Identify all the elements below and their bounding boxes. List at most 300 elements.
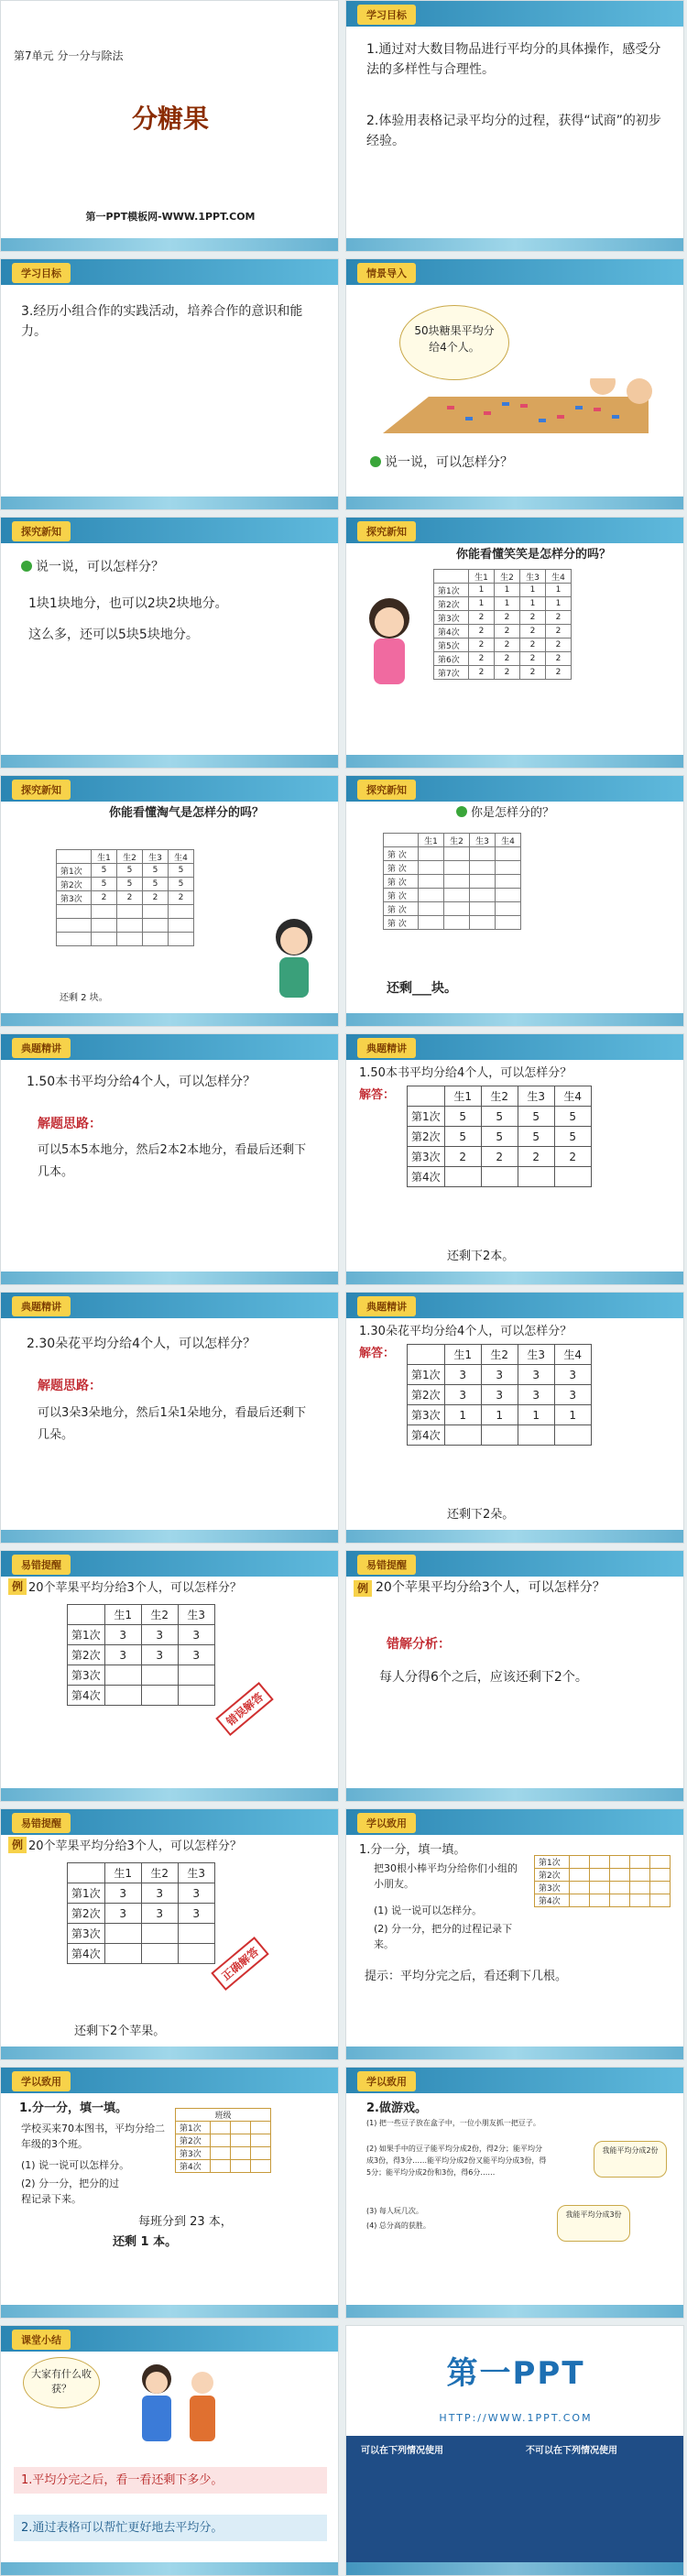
section-tag: 探究新知 xyxy=(12,780,71,800)
table-row xyxy=(434,652,572,666)
header-cell: 生3 xyxy=(178,1863,214,1883)
table-cell xyxy=(141,1944,178,1964)
table-cell: 2 xyxy=(546,625,572,639)
table-cell: 5 xyxy=(169,878,194,891)
table-cell: 第3次 xyxy=(535,1882,570,1894)
rule-2: (2) 如果手中的豆子能平均分成2份，得2分；能平均分成3份，得3分……能平均分成2份又能平均分成3份，得5分；能平均分成2份和3份，得6分…… xyxy=(366,2145,547,2177)
table-cell: 2 xyxy=(495,639,520,652)
header-bar xyxy=(346,1293,683,1318)
summary-point-2: 2.通过表格可以帮忙更好地去平均分。 xyxy=(14,2515,327,2541)
table-cell xyxy=(419,861,444,875)
blank-cell[interactable] xyxy=(570,1856,590,1869)
section-tag: 学习目标 xyxy=(12,263,71,283)
xiaoxiao-table xyxy=(433,569,572,680)
table-cell: 5 xyxy=(444,1127,481,1147)
blank-cell[interactable] xyxy=(610,1856,630,1869)
table-cell: 第4次 xyxy=(68,1686,105,1706)
table-cell: 5 xyxy=(518,1127,554,1147)
section-tag: 易错提醒 xyxy=(12,1555,71,1575)
table-cell: 第4次 xyxy=(434,625,469,639)
bullet-icon xyxy=(370,456,381,467)
slide-intro[interactable] xyxy=(345,258,684,510)
table-cell: 第1次 xyxy=(434,584,469,597)
table-cell: 2 xyxy=(469,666,495,680)
goal-3: 3.经历小组合作的实践活动，培养合作的意识和能力。 xyxy=(21,304,303,339)
table-cell: 5 xyxy=(554,1127,591,1147)
class-grid[interactable] xyxy=(175,2108,271,2173)
section-tag: 情景导入 xyxy=(357,263,416,283)
table-cell: 2 xyxy=(546,611,572,625)
table-cell: 第4次 xyxy=(68,1944,105,1964)
table-cell: 3 xyxy=(104,1645,141,1665)
table-cell: 3 xyxy=(141,1904,178,1924)
table-cell: 第2次 xyxy=(176,2134,211,2147)
table-cell: 5 xyxy=(92,864,117,878)
header-cell: 生3 xyxy=(470,834,496,847)
blank-cell[interactable] xyxy=(650,1869,671,1882)
table-cell: 3 xyxy=(554,1365,591,1385)
table-cell: 2 xyxy=(546,652,572,666)
blank-cell[interactable] xyxy=(590,1856,610,1869)
header-cell: 生4 xyxy=(496,834,521,847)
table-row xyxy=(384,916,521,930)
slide-example-1[interactable] xyxy=(0,1033,339,1285)
table-row xyxy=(68,1924,215,1944)
table-cell: 3 xyxy=(104,1625,141,1645)
slide-explore-3[interactable] xyxy=(0,775,339,1027)
blank-cell[interactable] xyxy=(630,1882,650,1894)
blank-cell[interactable] xyxy=(650,1856,671,1869)
table-cell: 5 xyxy=(117,878,143,891)
table-row xyxy=(384,875,521,889)
speech-bubble: 大家有什么收获？ xyxy=(23,2357,100,2408)
blank-cell[interactable] xyxy=(590,1869,610,1882)
slide-explore-1[interactable] xyxy=(0,517,339,769)
slide-practice-1[interactable] xyxy=(345,1808,684,2060)
table-row xyxy=(434,584,572,597)
table-cell: 2 xyxy=(469,611,495,625)
table-row xyxy=(434,666,572,680)
table-cell: 第3次 xyxy=(434,611,469,625)
blank-cell[interactable] xyxy=(630,1894,650,1907)
header-bar xyxy=(346,2068,683,2093)
table-row xyxy=(68,1883,215,1904)
table-cell xyxy=(444,916,470,930)
table-cell: 第2次 xyxy=(408,1127,445,1147)
blank-cell[interactable] xyxy=(251,2160,271,2173)
problem-text: 1.30朵花平均分给4个人，可以怎样分？ xyxy=(359,1325,572,1338)
table-row xyxy=(68,1645,215,1665)
slide-mistake-3[interactable] xyxy=(0,1808,339,2060)
blank-cell[interactable] xyxy=(610,1869,630,1882)
blank-cell[interactable] xyxy=(610,1882,630,1894)
result-line-1: 每班分到 23 本， xyxy=(138,2215,233,2229)
girl-illustration xyxy=(357,591,421,701)
example-badge: 例 xyxy=(8,1578,27,1595)
header-bar xyxy=(1,1034,338,1060)
table-row xyxy=(57,878,194,891)
table-cell xyxy=(470,861,496,875)
table-cell: 1 xyxy=(520,584,546,597)
table-cell xyxy=(57,933,92,946)
table-cell xyxy=(57,919,92,933)
header-cell xyxy=(408,1345,445,1365)
table-cell: 第4次 xyxy=(176,2160,211,2173)
section-tag: 学习目标 xyxy=(357,5,416,25)
table-cell: 第3次 xyxy=(68,1924,105,1944)
task-step-2: (2) 分一分，把分的过程记录下来。 xyxy=(21,2178,120,2205)
table-cell: 5 xyxy=(481,1107,518,1127)
table-row xyxy=(408,1405,592,1425)
table-cell: 3 xyxy=(554,1385,591,1405)
header-bar xyxy=(1,1293,338,1318)
slide-example-1-answer[interactable] xyxy=(345,1033,684,1285)
header-cell xyxy=(57,850,92,864)
table-cell: 2 xyxy=(469,625,495,639)
method-2: 这么多，还可以5块5块地分。 xyxy=(28,628,199,642)
teacher-illustration xyxy=(129,2357,230,2449)
table-cell xyxy=(104,1924,141,1944)
section-tag: 典题精讲 xyxy=(357,1296,416,1316)
header-bar xyxy=(1,1551,338,1577)
remainder-text: 还剩下2本。 xyxy=(447,1250,515,1263)
table-cell xyxy=(178,1924,214,1944)
wrong-table xyxy=(67,1604,215,1706)
table-cell xyxy=(169,919,194,933)
table-cell: 第1次 xyxy=(408,1365,445,1385)
table-cell xyxy=(92,905,117,919)
table-row xyxy=(384,861,521,875)
header-cell: 生3 xyxy=(520,570,546,584)
blank-cell[interactable] xyxy=(590,1894,610,1907)
header-cell: 班级 xyxy=(176,2109,271,2122)
table-row xyxy=(68,1625,215,1645)
table-row xyxy=(68,1665,215,1686)
table-row xyxy=(176,2122,271,2134)
goal-2: 2.体验用表格记录平均分的过程，获得“试商”的初步经验。 xyxy=(366,114,661,148)
header-cell: 生3 xyxy=(178,1605,214,1625)
table-cell: 2 xyxy=(169,891,194,905)
section-tag: 课堂小结 xyxy=(12,2330,71,2350)
table-cell: 第2次 xyxy=(535,1869,570,1882)
table-cell xyxy=(419,889,444,902)
header-cell: 生2 xyxy=(117,850,143,864)
table-cell: 5 xyxy=(481,1127,518,1147)
table-cell: 第2次 xyxy=(57,878,92,891)
table-cell xyxy=(419,847,444,861)
blank-cell[interactable] xyxy=(211,2160,231,2173)
blank-cell[interactable] xyxy=(231,2147,251,2160)
example-badge: 例 xyxy=(8,1837,27,1853)
table-cell: 3 xyxy=(444,1365,481,1385)
blank-cell[interactable] xyxy=(590,1882,610,1894)
slide-brand[interactable] xyxy=(345,2325,684,2576)
table-cell: 1 xyxy=(546,584,572,597)
wrong-stamp: 错误解答 xyxy=(215,1682,274,1736)
table-cell xyxy=(496,847,521,861)
blank-cell[interactable] xyxy=(650,1894,671,1907)
table-cell: 1 xyxy=(518,1405,554,1425)
problem-text: 1.50本书平均分给4个人，可以怎样分？ xyxy=(27,1075,256,1089)
table-row xyxy=(408,1167,592,1187)
header-cell: 生3 xyxy=(518,1086,554,1107)
rule-1: (1) 把一些豆子放在盒子中，一位小朋友抓一把豆子。 xyxy=(366,2119,540,2127)
header-cell: 生1 xyxy=(419,834,444,847)
header-bar xyxy=(1,2068,338,2093)
table-cell: 2 xyxy=(520,611,546,625)
table-cell xyxy=(117,933,143,946)
slide-mistake-2[interactable] xyxy=(345,1550,684,1802)
header-bar xyxy=(346,518,683,543)
blank-cell[interactable] xyxy=(251,2122,271,2134)
blank-cell[interactable] xyxy=(211,2147,231,2160)
table-cell xyxy=(178,1665,214,1686)
table-cell: 2 xyxy=(546,639,572,652)
table-cell: 第2次 xyxy=(434,597,469,611)
rule-4: (4) 总分高的获胜。 xyxy=(366,2221,431,2230)
table-cell: 第3次 xyxy=(408,1405,445,1425)
task-step-1: (1) 说一说可以怎样分。 xyxy=(374,1905,483,1916)
table-cell: 第3次 xyxy=(57,891,92,905)
table-cell: 第 次 xyxy=(384,889,419,902)
section-tag: 学以致用 xyxy=(357,2071,416,2091)
table-cell xyxy=(444,847,470,861)
header-bar xyxy=(1,259,338,285)
table-row xyxy=(176,2160,271,2173)
table-header-row xyxy=(384,834,521,847)
table-cell: 第4次 xyxy=(408,1167,445,1187)
table-cell: 1 xyxy=(495,584,520,597)
table-cell: 1 xyxy=(520,597,546,611)
rule-3: (3) 每人玩几次。 xyxy=(366,2207,423,2215)
header-cell: 生1 xyxy=(104,1605,141,1625)
task-title: 1.分一分，填一填。 xyxy=(359,1843,466,1857)
header-bar xyxy=(1,2326,338,2352)
header-bar xyxy=(346,1,683,27)
section-tag: 学以致用 xyxy=(12,2071,71,2091)
section-tag: 易错提醒 xyxy=(12,1813,71,1833)
table-cell: 1 xyxy=(546,597,572,611)
table-cell: 2 xyxy=(495,652,520,666)
table-row xyxy=(408,1107,592,1127)
table-header-row xyxy=(68,1605,215,1625)
slide-summary[interactable] xyxy=(0,2325,339,2576)
table-cell: 3 xyxy=(104,1904,141,1924)
table-row xyxy=(408,1147,592,1167)
table-cell xyxy=(143,905,169,919)
header-bar xyxy=(1,518,338,543)
table-cell xyxy=(141,1686,178,1706)
table-cell: 2 xyxy=(117,891,143,905)
header-cell: 生4 xyxy=(554,1086,591,1107)
blank-cell[interactable] xyxy=(570,1882,590,1894)
answer-label: 解答： xyxy=(359,1088,396,1102)
table-cell: 1 xyxy=(554,1405,591,1425)
header-bar xyxy=(1,776,338,802)
table-cell: 5 xyxy=(554,1107,591,1127)
blank-cell[interactable] xyxy=(570,1894,590,1907)
header-cell: 生4 xyxy=(554,1345,591,1365)
slide-explore-2[interactable] xyxy=(345,517,684,769)
table-row xyxy=(384,847,521,861)
table-cell: 第3次 xyxy=(68,1665,105,1686)
table-cell: 5 xyxy=(92,878,117,891)
table-cell xyxy=(481,1167,518,1187)
task-title: 2.做游戏。 xyxy=(366,2101,427,2115)
blank-cell[interactable] xyxy=(231,2160,251,2173)
section-tag: 易错提醒 xyxy=(357,1555,416,1575)
blank-cell[interactable] xyxy=(251,2147,271,2160)
table-cell: 第3次 xyxy=(176,2147,211,2160)
hint-label: 解题思路： xyxy=(38,1379,102,1393)
blank-cell[interactable] xyxy=(610,1894,630,1907)
section-tag: 典题精讲 xyxy=(357,1038,416,1058)
table-cell: 5 xyxy=(117,864,143,878)
question-text xyxy=(456,803,554,823)
table-cell: 第5次 xyxy=(434,639,469,652)
correct-stamp: 正确解答 xyxy=(211,1937,269,1991)
table-row xyxy=(408,1365,592,1385)
table-cell: 第 次 xyxy=(384,902,419,916)
table-header-row xyxy=(408,1345,592,1365)
table-cell xyxy=(444,1167,481,1187)
table-cell: 2 xyxy=(92,891,117,905)
blank-cell[interactable] xyxy=(650,1882,671,1894)
problem-text: 1.50本书平均分给4个人，可以怎样分？ xyxy=(359,1066,572,1080)
table-cell: 第 次 xyxy=(384,861,419,875)
table-cell xyxy=(444,861,470,875)
table-header-row xyxy=(57,850,194,864)
table-row xyxy=(535,1856,671,1869)
table-cell: 3 xyxy=(444,1385,481,1405)
table-cell xyxy=(470,889,496,902)
slide-goals-1[interactable] xyxy=(345,0,684,252)
table-cell: 3 xyxy=(178,1645,214,1665)
slide-example-2[interactable] xyxy=(0,1292,339,1544)
table-row xyxy=(68,1904,215,1924)
table-cell xyxy=(496,861,521,875)
table-cell: 第2次 xyxy=(68,1904,105,1924)
table-row xyxy=(434,611,572,625)
remainder-text: 还剩下2个苹果。 xyxy=(74,2025,166,2038)
header-bar xyxy=(346,1034,683,1060)
table-cell xyxy=(444,1425,481,1446)
table-row xyxy=(535,1894,671,1907)
slide-explore-4[interactable] xyxy=(345,775,684,1027)
table-cell xyxy=(178,1686,214,1706)
table-cell: 3 xyxy=(178,1883,214,1904)
table-cell: 第4次 xyxy=(408,1425,445,1446)
info-panel xyxy=(346,2436,683,2576)
example-badge: 例 xyxy=(354,1580,372,1597)
correct-table xyxy=(67,1862,215,1964)
analysis-text: 每人分得6个之后，应该还剩下2个。 xyxy=(379,1670,588,1685)
header-cell: 生2 xyxy=(444,834,470,847)
header-cell xyxy=(384,834,419,847)
table-cell: 第6次 xyxy=(434,652,469,666)
remainder-blank: 还剩___块。 xyxy=(387,981,457,996)
problem-text: 20个苹果平均分给3个人，可以怎样分？ xyxy=(28,1839,242,1853)
table-cell xyxy=(169,905,194,919)
blank-cell[interactable] xyxy=(570,1869,590,1882)
table-cell xyxy=(518,1167,554,1187)
blank-cell[interactable] xyxy=(630,1869,650,1882)
problem-text: 20个苹果平均分给3个人，可以怎样分？ xyxy=(28,1581,242,1595)
table-cell xyxy=(470,902,496,916)
table-cell xyxy=(481,1425,518,1446)
table-cell xyxy=(141,1924,178,1944)
task-desc: 把30根小棒平均分给你们小组的小朋友。 xyxy=(374,1862,518,1890)
slide-goals-2[interactable] xyxy=(0,258,339,510)
speech-bubble-2: 我能平均分成3份 xyxy=(557,2205,630,2242)
hint-text: 可以3朵3朵地分，然后1朵1朵地分，看最后还剩下几朵。 xyxy=(38,1406,307,1442)
section-tag: 学以致用 xyxy=(357,1813,416,1833)
blank-cell[interactable] xyxy=(231,2122,251,2134)
header-bar xyxy=(346,776,683,802)
record-grid[interactable] xyxy=(534,1855,671,1907)
table-row xyxy=(384,889,521,902)
question-label: 你是怎样分的？ xyxy=(471,806,555,820)
blank-cell[interactable] xyxy=(251,2134,271,2147)
slide-practice-2[interactable] xyxy=(0,2067,339,2319)
slide-example-2-answer[interactable] xyxy=(345,1292,684,1544)
slide-title[interactable] xyxy=(0,0,339,252)
table-row xyxy=(384,902,521,916)
blank-cell[interactable] xyxy=(211,2122,231,2134)
table-cell xyxy=(117,919,143,933)
table-cell xyxy=(57,905,92,919)
slide-heading: 你能看懂笑笑是怎样分的吗？ xyxy=(456,548,612,562)
table-cell: 3 xyxy=(141,1625,178,1645)
page-title: 分糖果 xyxy=(131,104,209,134)
header-cell: 生1 xyxy=(444,1086,481,1107)
result-line-2: 还剩 1 本。 xyxy=(113,2235,178,2249)
table-cell xyxy=(444,875,470,889)
question-label: 说一说，可以怎样分？ xyxy=(385,455,513,470)
table-cell xyxy=(143,933,169,946)
problem-text: 20个苹果平均分给3个人，可以怎样分？ xyxy=(376,1580,605,1595)
table-cell: 3 xyxy=(141,1645,178,1665)
table-header-row xyxy=(68,1863,215,1883)
table-cell: 第 次 xyxy=(384,875,419,889)
blank-record-table[interactable] xyxy=(383,833,521,930)
slide-game[interactable] xyxy=(345,2067,684,2319)
table-cell: 第1次 xyxy=(408,1107,445,1127)
table-cell: 第1次 xyxy=(535,1856,570,1869)
header-cell: 生3 xyxy=(518,1345,554,1365)
table-cell xyxy=(92,933,117,946)
section-tag: 探究新知 xyxy=(357,780,416,800)
table-cell: 2 xyxy=(518,1147,554,1167)
blank-cell[interactable] xyxy=(231,2134,251,2147)
table-cell: 3 xyxy=(518,1385,554,1405)
table-cell: 第1次 xyxy=(68,1883,105,1904)
table-row xyxy=(176,2134,271,2147)
blank-cell[interactable] xyxy=(630,1856,650,1869)
header-cell: 生1 xyxy=(104,1863,141,1883)
slide-mistake-1[interactable] xyxy=(0,1550,339,1802)
brand-url[interactable]: HTTP://WWW.1PPT.COM xyxy=(439,2412,593,2424)
table-cell xyxy=(104,1665,141,1686)
table-cell xyxy=(141,1665,178,1686)
disallowed-heading: 不可以在下列情况使用 xyxy=(526,2446,617,2456)
table-cell: 2 xyxy=(554,1147,591,1167)
blank-cell[interactable] xyxy=(211,2134,231,2147)
table-row xyxy=(535,1869,671,1882)
table-cell: 2 xyxy=(469,652,495,666)
header-cell: 生4 xyxy=(169,850,194,864)
hint-label: 解题思路： xyxy=(38,1117,102,1131)
